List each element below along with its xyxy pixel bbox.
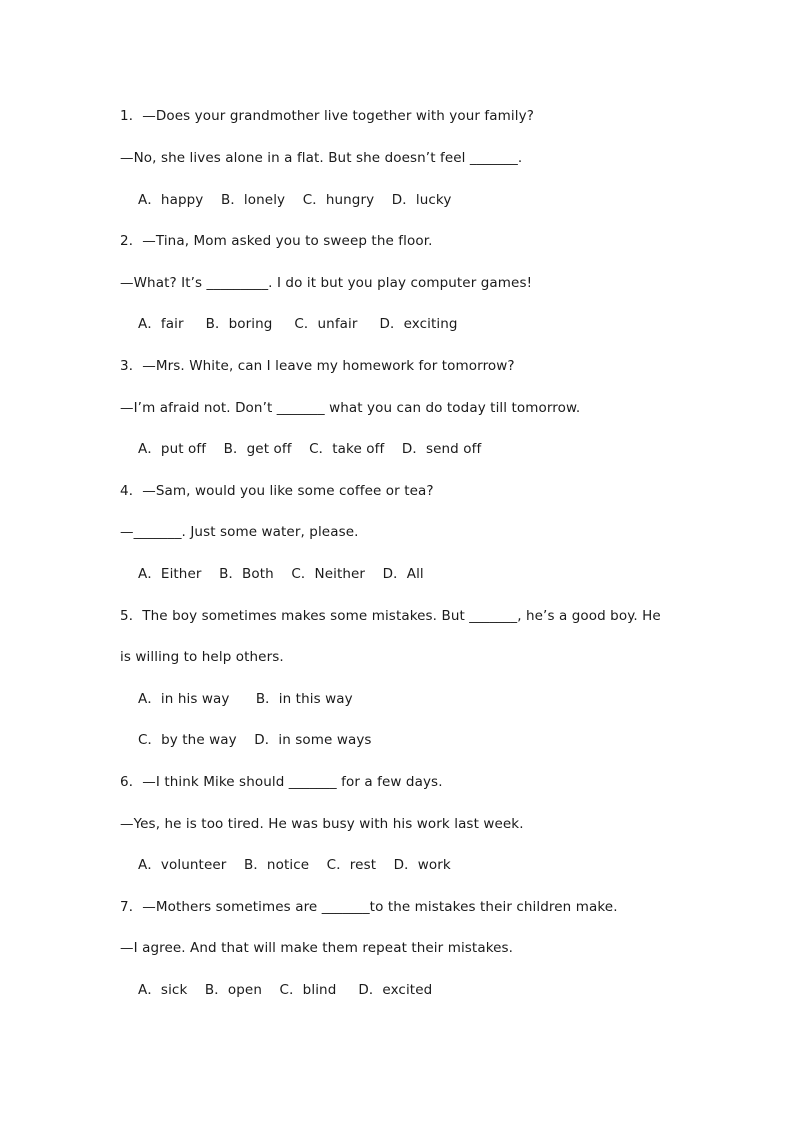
q3-options: A．put off B．get off C．take off D．send off bbox=[138, 441, 482, 457]
q1-response: —No, she lives alone in a flat. But she doesn’t feel _______. bbox=[120, 150, 523, 166]
q1-question: 1．—Does your grandmother live together with your family? bbox=[120, 108, 534, 124]
q5-options-line1: A．in his way B．in this way bbox=[138, 691, 353, 707]
q5-options-line2: C．by the way D．in some ways bbox=[138, 732, 372, 748]
q6-options: A．volunteer B．notice C．rest D．work bbox=[138, 857, 451, 873]
q5-question-line1: 5．The boy sometimes makes some mistakes. But _______, he’s a good boy. He bbox=[120, 608, 661, 624]
q7-question: 7．—Mothers sometimes are _______to the mistakes their children make. bbox=[120, 899, 618, 915]
q2-question: 2．—Tina, Mom asked you to sweep the floor. bbox=[120, 233, 433, 249]
q4-question: 4．—Sam, would you like some coffee or tea? bbox=[120, 483, 434, 499]
q3-question: 3．—Mrs. White, can I leave my homework for tomorrow? bbox=[120, 358, 515, 374]
q6-response: —Yes, he is too tired. He was busy with his work last week. bbox=[120, 816, 524, 832]
q7-options: A．sick B．open C．blind D．excited bbox=[138, 982, 433, 998]
q7-response: —I agree. And that will make them repeat their mistakes. bbox=[120, 940, 514, 956]
q6-question: 6．—I think Mike should _______ for a few days. bbox=[120, 774, 443, 790]
q3-response: —I’m afraid not. Don’t _______ what you can do today till tomorrow. bbox=[120, 400, 581, 416]
q4-response: —_______. Just some water, please. bbox=[120, 524, 359, 540]
q1-options: A．happy B．lonely C．hungry D．lucky bbox=[138, 192, 452, 208]
q2-options: A．fair B．boring C．unfair D．exciting bbox=[138, 316, 458, 332]
q2-response: —What? It’s _________. I do it but you play computer games! bbox=[120, 275, 533, 291]
q5-question-line2: is willing to help others. bbox=[120, 649, 284, 665]
q4-options: A．Either B．Both C．Neither D．All bbox=[138, 566, 424, 582]
